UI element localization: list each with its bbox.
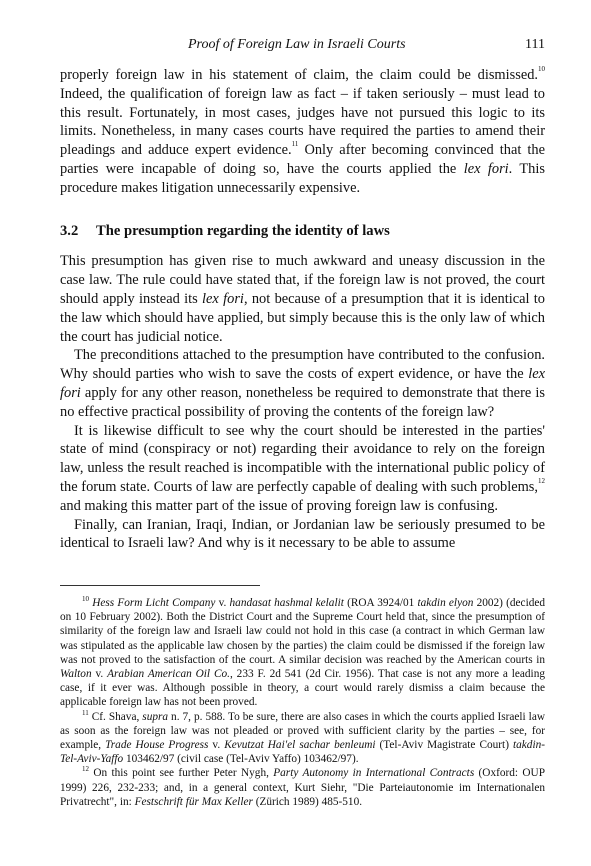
footnote (60, 766, 545, 809)
italic-term: Kevutzat Hai'el sachar benleumi (224, 739, 376, 752)
text-run: This presumption has given rise to much awkward and uneasy discussion in the case law. The rule could have stated that, if the foreign law is not proved, the court should apply instead its (60, 253, 545, 307)
italic-term: Party Autonomy in International Contracts (273, 767, 475, 780)
text-run: (Zürich 1989) 485-510. (252, 795, 363, 808)
footnote-ref[interactable]: 12 (538, 476, 545, 485)
text-run: The preconditions attached to the presumption have contributed to the confusion. Why should parties who wish to save the costs of expert evidence, or have the (60, 347, 545, 383)
italic-term: handasat hashmal kelalit (229, 597, 344, 609)
paragraph (60, 516, 545, 554)
footnotes (60, 596, 545, 809)
text-run: . This procedure makes litigation unnecessarily expensive. (60, 160, 545, 196)
section-number: 3.2 (60, 222, 79, 239)
italic-term: Festschrift für Max Keller (134, 795, 253, 808)
italic-term: lex fori (202, 290, 244, 307)
text-run: apply for any other reason, nonetheless be required to demonstrate that there is no effective practical possibility of proving the contents of the foreign law? (60, 384, 545, 420)
main-text (60, 66, 545, 553)
italic-term: lex fori (463, 160, 509, 177)
text-run: n. 7, p. 588. To be sure, there are also cases in which the courts applied Israeli law as soon as the foreign law was not pleaded or proved with sufficient clarity by the parties – see, for example, (60, 710, 545, 752)
italic-term: takdin elyon (417, 597, 474, 609)
running-title: Proof of Foreign Law in Israeli Courts (188, 37, 406, 52)
footnote-separator (60, 585, 260, 586)
footnote-mark: 11 (82, 708, 89, 717)
text-run: Finally, can Iranian, Iraqi, Indian, or Jordanian law be seriously presumed to be identical to Israeli law? And why is it necessary to be able to assume (60, 516, 545, 552)
italic-term: takdin-Tel-Aviv-Yaffo (60, 739, 545, 766)
page-number: 111 (525, 37, 545, 52)
text-run: (Oxford: OUP 1999) 226, 232-233; and, in a general context, Kurt Siehr, "Die Parteiautonomie im Internationalen Privatrecht", in: (60, 767, 545, 808)
italic-term: lex fori (60, 366, 545, 401)
text-run: , not because of a presumption that it is identical to the law which should have applied, but simply because this is the only law of which the court has judicial notice. (60, 290, 545, 345)
italic-term: Walton (60, 668, 92, 681)
italic-term: supra (142, 710, 169, 723)
text-run: and making this matter part of the issue of proving foreign law is confusing. (60, 497, 499, 514)
text-run: It is likewise difficult to see why the court should be interested in the parties' state of mind (conspiracy or not) regarding their avoidance to rely on the foreign law, unless the result reached is incompatible with the international public policy of the forum state. Courts of law are perfectly capable of dealing with such problems, (60, 422, 545, 495)
footnote (60, 596, 545, 710)
text-run: Indeed, the qualification of foreign law as fact – if taken seriously – must lead to this result. Fortunately, in most cases, judges have not pursued this logic to its limits. Nonetheless, in many cases courts have required the parties to amend their pleadings and adduce expert evidence. (60, 85, 545, 159)
paragraph (60, 252, 545, 346)
text-run: Cf. Shava, (88, 710, 143, 723)
section-title: The presumption regarding the identity of laws (96, 222, 390, 239)
footnote-ref[interactable]: 10 (538, 65, 545, 73)
footnote (60, 710, 545, 767)
paragraph (60, 346, 545, 421)
paragraph (60, 422, 545, 516)
text-run: On this point see further Peter Nygh, (89, 767, 274, 780)
italic-term: Hess Form Licht Company (92, 597, 216, 609)
text-run: (ROA 3924/01 (343, 597, 418, 609)
text-run: v. (215, 597, 230, 609)
text-run: v. (208, 739, 225, 752)
paragraph (60, 66, 545, 198)
running-header (60, 37, 545, 55)
footnote-ref[interactable]: 11 (291, 140, 299, 149)
text-run: Only after becoming convinced that the parties were incapable of doing so, have the courts applied the (60, 142, 545, 177)
text-run: 103462/97 (civil case (Tel-Aviv Yaffo) 103462/97). (123, 753, 359, 766)
text-run: 2002) (decided on 10 February 2002). Both the District Court and the Supreme Court held that, since the presumption of similarity of the foreign law and Israeli law could not hold in this case (a contract in which German law was stipulated as the applicable law chosen by the parties) the claim could be dismissed if the foreign law was not proved to the satisfaction of the court. A similar decision was reached by the American courts in (60, 597, 546, 666)
text-run: , 233 F. 2d 541 (2d Cir. 1956). That case is not any more a leading case, if it ever was. Although possible in theory, a court would rarely dismiss a claim because the applicable foreign law has not been proved. (60, 668, 545, 709)
footnote-mark: 10 (82, 595, 89, 603)
footnote-mark: 12 (82, 765, 89, 774)
text-run: (Tel-Aviv Magistrate Court) (375, 739, 513, 752)
text-run: v. (91, 668, 108, 681)
text-run: properly foreign law in his statement of claim, the claim could be dismissed. (60, 67, 538, 83)
italic-term: Trade House Progress (105, 739, 209, 752)
section-heading (60, 222, 545, 241)
italic-term: Arabian American Oil Co. (107, 668, 230, 681)
